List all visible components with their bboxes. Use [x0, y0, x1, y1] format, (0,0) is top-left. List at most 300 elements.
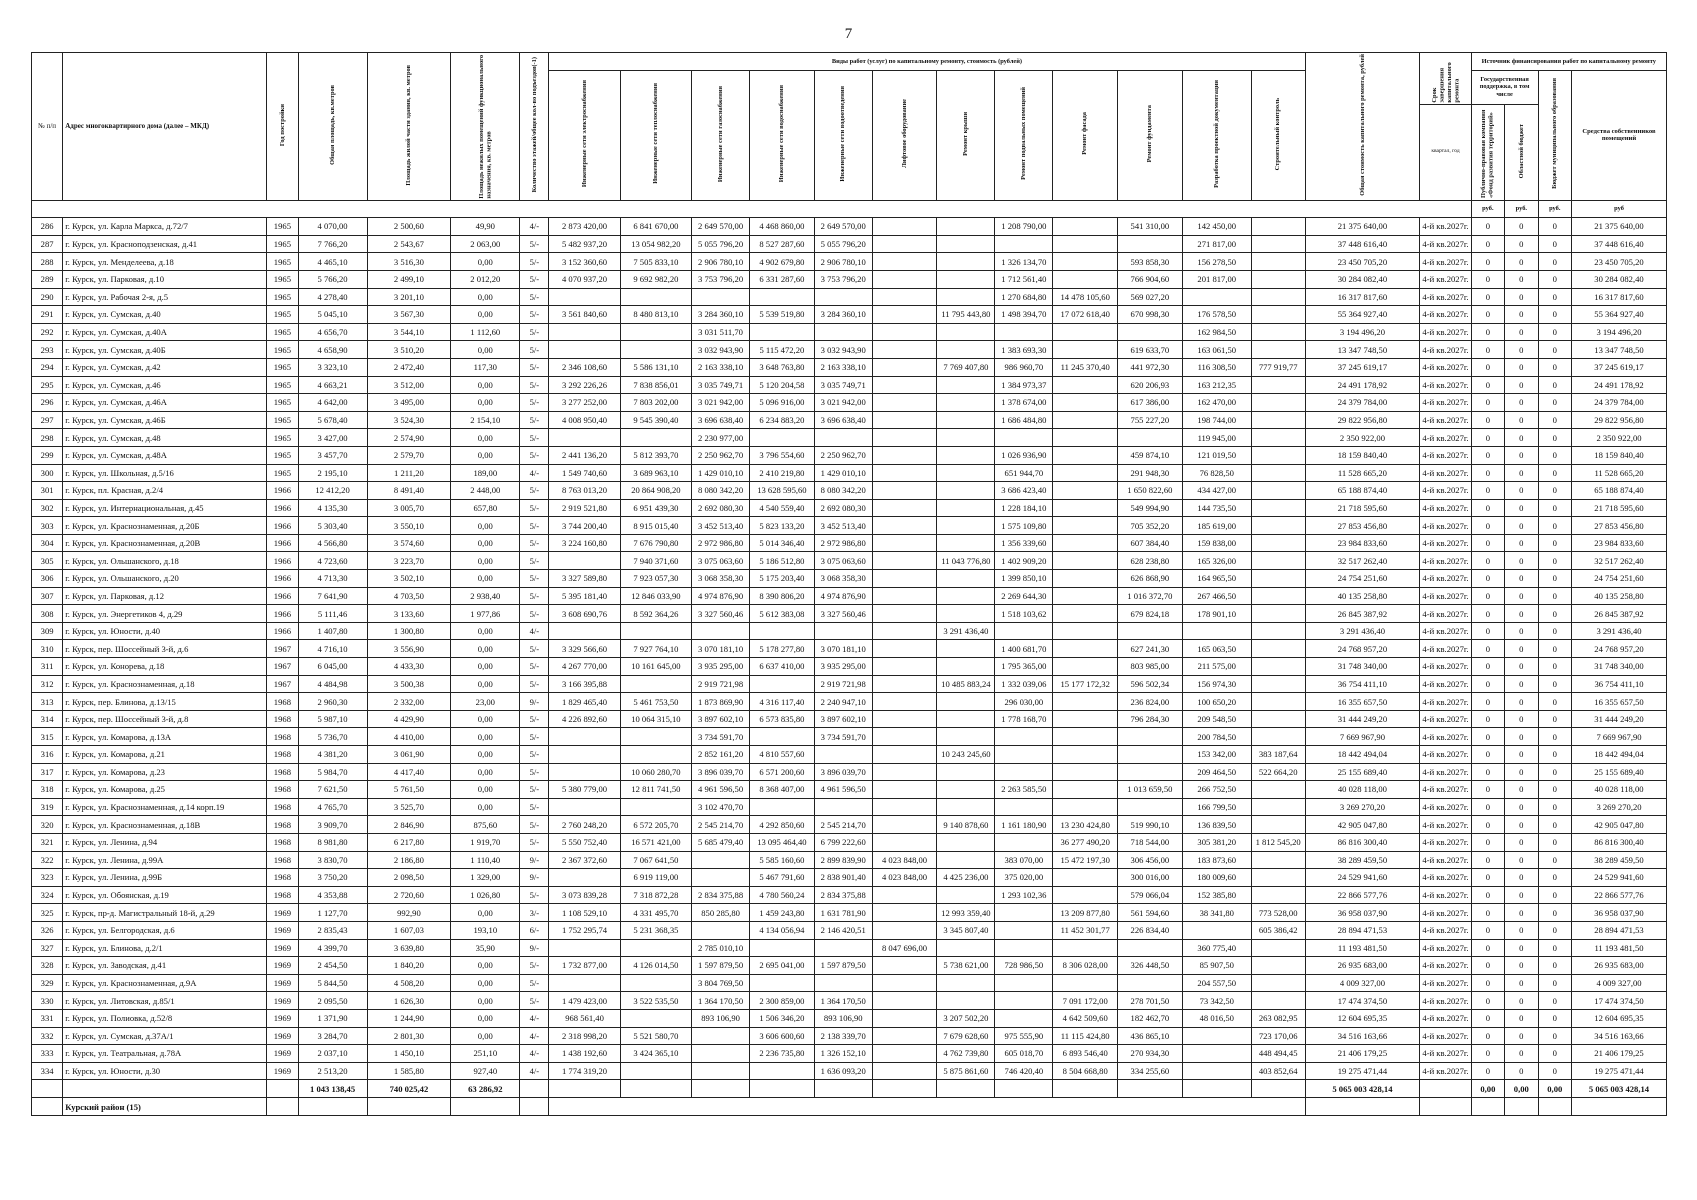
row-total-area: 2 513,20 [298, 1062, 367, 1080]
row-work-foundation: 1 650 822,60 [1118, 482, 1183, 500]
row-work-foundation: 596 502,34 [1118, 675, 1183, 693]
row-work-basement: 746 420,40 [995, 1062, 1053, 1080]
row-nonres-area: 1 919,70 [451, 833, 520, 851]
row-owners-funds: 36 754 411,10 [1572, 675, 1667, 693]
row-work-foundation [1118, 323, 1183, 341]
row-work-facade: 11 245 370,40 [1053, 358, 1118, 376]
row-work-foundation: 593 858,30 [1118, 253, 1183, 271]
row-work-roof [937, 833, 995, 851]
row-floors: 4/- [520, 1062, 549, 1080]
row-regional-budget: 0 [1505, 746, 1538, 764]
row-work-electric: 3 327 589,80 [549, 570, 620, 588]
row-total-area: 1 407,80 [298, 622, 367, 640]
row-total-area: 4 765,70 [298, 798, 367, 816]
row-work-basement [995, 235, 1053, 253]
row-work-foundation: 226 834,40 [1118, 921, 1183, 939]
row-owners-funds: 2 350 922,00 [1572, 429, 1667, 447]
row-owners-funds: 37 245 619,17 [1572, 358, 1667, 376]
row-year: 1969 [267, 1045, 298, 1063]
row-address: г. Курск, ул. Сумская, д.40Б [63, 341, 267, 359]
row-total-area: 4 723,60 [298, 552, 367, 570]
district-row [32, 1098, 1667, 1116]
row-deadline: 4-й кв.2027г. [1420, 341, 1471, 359]
row-work-sewer: 2 545 214,70 [814, 816, 872, 834]
row-fund-support: 0 [1471, 851, 1504, 869]
row-work-heat: 5 461 753,50 [620, 693, 691, 711]
table-row [32, 570, 1667, 588]
row-nonres-area: 23,00 [451, 693, 520, 711]
row-work-sewer: 2 899 839,90 [814, 851, 872, 869]
row-fund-support: 0 [1471, 904, 1504, 922]
row-work-facade [1053, 640, 1118, 658]
row-nonres-area: 0,00 [451, 658, 520, 676]
row-owners-funds: 40 028 118,00 [1572, 781, 1667, 799]
row-work-control [1251, 658, 1305, 676]
living-area-sum: 740 025,42 [367, 1080, 451, 1098]
table-row [32, 798, 1667, 816]
table-row [32, 622, 1667, 640]
row-work-lift [872, 517, 937, 535]
row-work-roof [937, 482, 995, 500]
row-deadline: 4-й кв.2027г. [1420, 957, 1471, 975]
row-owners-funds: 26 845 387,92 [1572, 605, 1667, 623]
row-nonres-area: 35,90 [451, 939, 520, 957]
row-work-basement: 1 026 936,90 [995, 446, 1053, 464]
row-total-cost: 34 516 163,66 [1305, 1027, 1420, 1045]
row-municipal-budget: 0 [1538, 288, 1571, 306]
row-work-heat: 8 592 364,26 [620, 605, 691, 623]
table-row [32, 446, 1667, 464]
row-total-cost: 3 194 496,20 [1305, 323, 1420, 341]
row-living-area: 3 201,10 [367, 288, 451, 306]
row-work-project: 164 965,50 [1182, 570, 1251, 588]
row-total-cost: 37 245 619,17 [1305, 358, 1420, 376]
row-work-foundation: 796 284,30 [1118, 710, 1183, 728]
row-floors: 5/- [520, 798, 549, 816]
row-work-lift [872, 306, 937, 324]
row-work-water: 6 234 883,20 [750, 411, 815, 429]
row-work-roof [937, 446, 995, 464]
row-total-cost: 65 188 874,40 [1305, 482, 1420, 500]
row-work-heat: 7 927 764,10 [620, 640, 691, 658]
row-work-control [1251, 816, 1305, 834]
row-address: г. Курск, ул. Комарова, д.23 [63, 763, 267, 781]
row-work-heat: 8 480 813,10 [620, 306, 691, 324]
row-living-area: 2 801,30 [367, 1027, 451, 1045]
row-owners-funds: 11 528 665,20 [1572, 464, 1667, 482]
row-work-gas [692, 1027, 750, 1045]
row-living-area: 2 332,00 [367, 693, 451, 711]
row-municipal-budget: 0 [1538, 904, 1571, 922]
row-work-facade [1053, 341, 1118, 359]
row-work-control [1251, 446, 1305, 464]
row-work-control [1251, 306, 1305, 324]
row-work-control [1251, 957, 1305, 975]
row-work-water [750, 939, 815, 957]
row-fund-support: 0 [1471, 957, 1504, 975]
row-regional-budget: 0 [1505, 1045, 1538, 1063]
header-municipal-budget: Бюджет муниципального образования [1551, 78, 1559, 190]
row-work-project: 156 974,30 [1182, 675, 1251, 693]
row-deadline: 4-й кв.2027г. [1420, 1062, 1471, 1080]
row-regional-budget: 0 [1505, 675, 1538, 693]
row-year: 1969 [267, 992, 298, 1010]
row-total-cost: 23 984 833,60 [1305, 534, 1420, 552]
row-total-area: 4 566,80 [298, 534, 367, 552]
row-work-facade [1053, 728, 1118, 746]
row-work-roof [937, 587, 995, 605]
row-year: 1968 [267, 816, 298, 834]
row-work-gas: 1 873 869,90 [692, 693, 750, 711]
table-row [32, 1045, 1667, 1063]
row-work-heat: 16 571 421,00 [620, 833, 691, 851]
owners-funds-sum: 5 065 003 428,14 [1572, 1080, 1667, 1098]
row-work-heat: 7 803 202,00 [620, 394, 691, 412]
row-owners-funds: 16 355 657,50 [1572, 693, 1667, 711]
row-living-area: 1 450,10 [367, 1045, 451, 1063]
row-address: г. Курск, ул. Обоянская, д.19 [63, 886, 267, 904]
row-regional-budget: 0 [1505, 411, 1538, 429]
row-work-water: 5 096 916,00 [750, 394, 815, 412]
row-regional-budget: 0 [1505, 974, 1538, 992]
row-deadline: 4-й кв.2027г. [1420, 1027, 1471, 1045]
row-owners-funds: 65 188 874,40 [1572, 482, 1667, 500]
row-work-electric: 3 277 252,00 [549, 394, 620, 412]
row-regional-budget: 0 [1505, 605, 1538, 623]
row-year: 1967 [267, 675, 298, 693]
row-nonres-area: 189,00 [451, 464, 520, 482]
row-regional-budget: 0 [1505, 218, 1538, 236]
row-work-control: 448 494,45 [1251, 1045, 1305, 1063]
row-work-lift [872, 710, 937, 728]
row-deadline: 4-й кв.2027г. [1420, 517, 1471, 535]
row-work-foundation: 182 462,70 [1118, 1009, 1183, 1027]
row-work-sewer: 4 961 596,50 [814, 781, 872, 799]
row-work-heat [620, 622, 691, 640]
row-work-electric: 4 267 770,00 [549, 658, 620, 676]
row-work-gas: 3 935 295,00 [692, 658, 750, 676]
row-work-electric: 4 226 892,60 [549, 710, 620, 728]
row-work-heat: 6 919 119,00 [620, 869, 691, 887]
row-year: 1965 [267, 376, 298, 394]
row-work-heat [620, 323, 691, 341]
row-work-lift [872, 921, 937, 939]
row-work-electric: 2 318 998,20 [549, 1027, 620, 1045]
header-work-lift: Лифтовое оборудование [900, 99, 908, 169]
row-work-heat [620, 939, 691, 957]
row-living-area: 2 579,70 [367, 446, 451, 464]
row-nonres-area: 0,00 [451, 429, 520, 447]
row-work-electric [549, 288, 620, 306]
row-total-cost: 11 193 481,50 [1305, 939, 1420, 957]
row-work-facade [1053, 482, 1118, 500]
row-work-lift [872, 218, 937, 236]
row-deadline: 4-й кв.2027г. [1420, 482, 1471, 500]
row-fund-support: 0 [1471, 886, 1504, 904]
table-row [32, 288, 1667, 306]
row-municipal-budget: 0 [1538, 499, 1571, 517]
row-deadline: 4-й кв.2027г. [1420, 552, 1471, 570]
table-body [32, 218, 1667, 1080]
row-work-gas: 3 753 796,20 [692, 270, 750, 288]
row-work-foundation: 670 998,30 [1118, 306, 1183, 324]
row-regional-budget: 0 [1505, 693, 1538, 711]
row-work-roof [937, 728, 995, 746]
row-address: г. Курск, ул. Карла Маркса, д.72/7 [63, 218, 267, 236]
row-work-project: 76 828,50 [1182, 464, 1251, 482]
row-work-project: 163 061,50 [1182, 341, 1251, 359]
row-owners-funds: 18 159 840,40 [1572, 446, 1667, 464]
row-work-sewer: 3 032 943,90 [814, 341, 872, 359]
row-total-area: 3 427,00 [298, 429, 367, 447]
row-address: г. Курск, ул. Краснознаменная, д.20В [63, 534, 267, 552]
row-work-electric: 2 367 372,60 [549, 851, 620, 869]
row-regional-budget: 0 [1505, 429, 1538, 447]
row-address: г. Курск, ул. Сумская, д.46Б [63, 411, 267, 429]
row-year: 1966 [267, 482, 298, 500]
row-number: 323 [32, 869, 63, 887]
row-deadline: 4-й кв.2027г. [1420, 605, 1471, 623]
row-floors: 5/- [520, 270, 549, 288]
row-owners-funds: 55 364 927,40 [1572, 306, 1667, 324]
row-work-basement [995, 798, 1053, 816]
table-row [32, 253, 1667, 271]
row-total-area: 2 095,50 [298, 992, 367, 1010]
row-work-lift [872, 534, 937, 552]
row-deadline: 4-й кв.2027г. [1420, 270, 1471, 288]
header-deadline: Срок завершения капитального ремонта [1430, 62, 1460, 103]
row-work-gas: 1 597 879,50 [692, 957, 750, 975]
table-row [32, 640, 1667, 658]
row-work-lift [872, 816, 937, 834]
row-fund-support: 0 [1471, 517, 1504, 535]
row-year: 1966 [267, 499, 298, 517]
header-nonres-area: Площадь нежилых помещений функционального назначения, кв. метров [477, 54, 493, 199]
row-year: 1969 [267, 974, 298, 992]
row-regional-budget: 0 [1505, 464, 1538, 482]
row-work-electric [549, 728, 620, 746]
row-work-facade [1053, 587, 1118, 605]
row-floors: 5/- [520, 394, 549, 412]
row-work-project: 209 464,50 [1182, 763, 1251, 781]
row-address: г. Курск, ул. Полиовка, д.52/8 [63, 1009, 267, 1027]
row-work-project: 100 650,20 [1182, 693, 1251, 711]
row-work-basement: 1 795 365,00 [995, 658, 1053, 676]
row-work-project: 185 619,00 [1182, 517, 1251, 535]
row-number: 295 [32, 376, 63, 394]
row-regional-budget: 0 [1505, 482, 1538, 500]
row-number: 290 [32, 288, 63, 306]
row-work-facade [1053, 446, 1118, 464]
row-work-facade [1053, 499, 1118, 517]
row-floors: 5/- [520, 411, 549, 429]
row-total-area: 3 323,10 [298, 358, 367, 376]
row-work-gas: 2 906 780,10 [692, 253, 750, 271]
row-work-water: 6 573 835,80 [750, 710, 815, 728]
row-total-cost: 2 350 922,00 [1305, 429, 1420, 447]
row-work-roof [937, 218, 995, 236]
row-work-lift [872, 358, 937, 376]
row-owners-funds: 86 816 300,40 [1572, 833, 1667, 851]
row-year: 1968 [267, 781, 298, 799]
row-deadline: 4-й кв.2027г. [1420, 710, 1471, 728]
row-total-area: 5 987,10 [298, 710, 367, 728]
row-work-facade [1053, 552, 1118, 570]
row-number: 287 [32, 235, 63, 253]
row-regional-budget: 0 [1505, 728, 1538, 746]
row-work-electric: 3 224 160,80 [549, 534, 620, 552]
row-living-area: 4 429,90 [367, 710, 451, 728]
row-deadline: 4-й кв.2027г. [1420, 816, 1471, 834]
row-work-roof [937, 974, 995, 992]
row-work-foundation: 1 013 659,50 [1118, 781, 1183, 799]
row-work-roof [937, 693, 995, 711]
row-regional-budget: 0 [1505, 904, 1538, 922]
row-work-heat [620, 429, 691, 447]
row-work-roof [937, 798, 995, 816]
row-year: 1965 [267, 394, 298, 412]
row-work-gas: 2 785 010,10 [692, 939, 750, 957]
row-number: 292 [32, 323, 63, 341]
row-regional-budget: 0 [1505, 939, 1538, 957]
row-deadline: 4-й кв.2027г. [1420, 394, 1471, 412]
row-work-gas: 2 852 161,20 [692, 746, 750, 764]
row-work-electric [549, 746, 620, 764]
row-work-lift [872, 781, 937, 799]
row-work-lift [872, 1027, 937, 1045]
row-work-basement: 1 575 109,80 [995, 517, 1053, 535]
row-work-roof: 11 043 776,80 [937, 552, 995, 570]
row-work-sewer: 3 327 560,46 [814, 605, 872, 623]
row-deadline: 4-й кв.2027г. [1420, 499, 1471, 517]
row-work-foundation [1118, 429, 1183, 447]
row-work-electric: 1 479 423,00 [549, 992, 620, 1010]
row-total-area: 4 070,00 [298, 218, 367, 236]
header-fund-support: Публично-правовая компания «Фонд развития территорий» [1480, 110, 1495, 199]
row-work-foundation: 619 633,70 [1118, 341, 1183, 359]
row-work-project: 209 548,50 [1182, 710, 1251, 728]
row-deadline: 4-й кв.2027г. [1420, 851, 1471, 869]
row-floors: 9/- [520, 851, 549, 869]
row-year: 1965 [267, 429, 298, 447]
row-work-basement: 1 293 102,36 [995, 886, 1053, 904]
row-deadline: 4-й кв.2027г. [1420, 235, 1471, 253]
row-owners-funds: 21 718 595,60 [1572, 499, 1667, 517]
row-work-roof: 3 291 436,40 [937, 622, 995, 640]
row-fund-support: 0 [1471, 587, 1504, 605]
row-work-facade: 15 472 197,30 [1053, 851, 1118, 869]
row-nonres-area: 0,00 [451, 517, 520, 535]
row-address: г. Курск, ул. Ленина, д.99А [63, 851, 267, 869]
row-deadline: 4-й кв.2027г. [1420, 869, 1471, 887]
row-number: 317 [32, 763, 63, 781]
row-work-heat: 5 812 393,70 [620, 446, 691, 464]
row-nonres-area: 0,00 [451, 622, 520, 640]
row-work-heat: 7 067 641,50 [620, 851, 691, 869]
row-work-gas: 3 897 602,10 [692, 710, 750, 728]
row-work-project: 159 838,00 [1182, 534, 1251, 552]
row-municipal-budget: 0 [1538, 446, 1571, 464]
row-work-roof [937, 253, 995, 271]
row-floors: 4/- [520, 218, 549, 236]
row-work-sewer: 2 138 339,70 [814, 1027, 872, 1045]
row-total-area: 5 984,70 [298, 763, 367, 781]
row-work-roof: 3 207 502,20 [937, 1009, 995, 1027]
row-work-sewer: 1 364 170,50 [814, 992, 872, 1010]
row-regional-budget: 0 [1505, 323, 1538, 341]
row-floors: 6/- [520, 921, 549, 939]
row-municipal-budget: 0 [1538, 253, 1571, 271]
row-nonres-area: 0,00 [451, 640, 520, 658]
header-address: Адрес многоквартирного дома (далее – МКД) [63, 53, 267, 201]
row-total-area: 3 457,70 [298, 446, 367, 464]
row-owners-funds: 23 984 833,60 [1572, 534, 1667, 552]
row-fund-support: 0 [1471, 429, 1504, 447]
row-work-sewer: 2 906 780,10 [814, 253, 872, 271]
row-fund-support: 0 [1471, 394, 1504, 412]
row-work-water: 4 810 557,60 [750, 746, 815, 764]
row-address: г. Курск, ул. Парковая, д.12 [63, 587, 267, 605]
row-work-foundation [1118, 622, 1183, 640]
row-work-gas: 8 080 342,20 [692, 482, 750, 500]
row-fund-support: 0 [1471, 1062, 1504, 1080]
row-total-area: 4 381,20 [298, 746, 367, 764]
unit-rub-owners: руб [1572, 200, 1667, 218]
row-total-cost: 7 669 967,90 [1305, 728, 1420, 746]
row-work-facade [1053, 763, 1118, 781]
row-work-water: 3 606 600,60 [750, 1027, 815, 1045]
row-municipal-budget: 0 [1538, 482, 1571, 500]
row-work-sewer [814, 974, 872, 992]
row-work-roof [937, 886, 995, 904]
row-work-facade [1053, 218, 1118, 236]
row-regional-budget: 0 [1505, 640, 1538, 658]
row-fund-support: 0 [1471, 270, 1504, 288]
row-work-project: 162 984,50 [1182, 323, 1251, 341]
row-nonres-area: 875,60 [451, 816, 520, 834]
row-work-facade: 14 478 105,60 [1053, 288, 1118, 306]
header-work-sewer: Инженерные сети водоотведения [839, 86, 847, 182]
row-municipal-budget: 0 [1538, 851, 1571, 869]
row-work-foundation: 326 448,50 [1118, 957, 1183, 975]
row-work-project: 360 775,40 [1182, 939, 1251, 957]
row-regional-budget: 0 [1505, 992, 1538, 1010]
row-work-sewer: 2 163 338,10 [814, 358, 872, 376]
row-work-basement: 1 402 909,20 [995, 552, 1053, 570]
row-work-lift [872, 693, 937, 711]
row-work-control: 383 187,64 [1251, 746, 1305, 764]
row-work-basement: 1 208 790,00 [995, 218, 1053, 236]
row-work-lift [872, 974, 937, 992]
row-total-area: 2 835,43 [298, 921, 367, 939]
row-living-area: 3 550,10 [367, 517, 451, 535]
row-total-cost: 24 379 784,00 [1305, 394, 1420, 412]
row-owners-funds: 42 905 047,80 [1572, 816, 1667, 834]
row-municipal-budget: 0 [1538, 798, 1571, 816]
row-floors: 5/- [520, 781, 549, 799]
row-work-heat: 7 676 790,80 [620, 534, 691, 552]
row-work-gas: 2 250 962,70 [692, 446, 750, 464]
row-work-heat: 3 522 535,50 [620, 992, 691, 1010]
row-total-cost: 24 754 251,60 [1305, 570, 1420, 588]
row-fund-support: 0 [1471, 1027, 1504, 1045]
row-municipal-budget: 0 [1538, 552, 1571, 570]
row-work-lift [872, 1062, 937, 1080]
row-work-sewer: 3 935 295,00 [814, 658, 872, 676]
row-fund-support: 0 [1471, 1009, 1504, 1027]
row-work-facade [1053, 394, 1118, 412]
row-regional-budget: 0 [1505, 394, 1538, 412]
